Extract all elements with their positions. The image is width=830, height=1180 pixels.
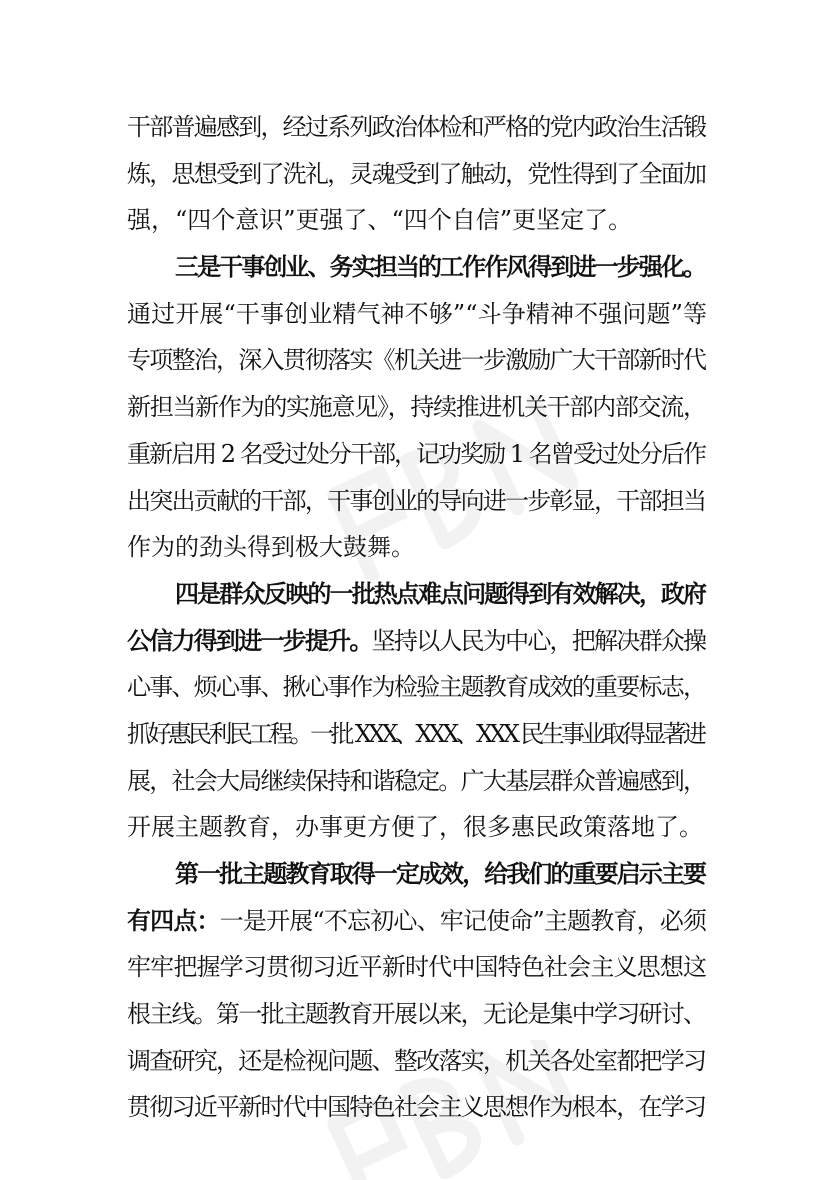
text-run: 专项整治，深入贯彻落实《机关进一步激励广大干部新时代 xyxy=(127,346,706,375)
text-line xyxy=(127,197,707,244)
text-line-content xyxy=(127,524,415,571)
text-line-content xyxy=(127,1084,705,1131)
text-run: 出突出贡献的干部，干事创业的导向进一步彰显，干部担当 xyxy=(127,486,706,515)
text-line-content xyxy=(127,944,706,991)
text-line-content xyxy=(127,384,706,431)
text-line-content xyxy=(127,431,705,478)
text-line xyxy=(127,571,707,618)
text-run: 贯彻习近平新时代中国特色社会主义思想作为根本，在学习 xyxy=(127,1093,706,1122)
bold-text-run: 公信力得到进一步提升。 xyxy=(127,625,372,655)
text-line-content xyxy=(127,1038,705,1085)
text-run: 抓好惠民利民工程。一批 XXX、XXX、XXX 民生事业取得显著进 xyxy=(127,719,704,748)
bold-text-run: 有四点： xyxy=(127,905,220,935)
text-line-content xyxy=(127,291,707,338)
text-line xyxy=(127,291,707,338)
bold-text-run: 四是群众反映的一批热点难点问题得到有效解决，政府 xyxy=(175,578,706,608)
text-line-content xyxy=(127,618,705,665)
text-line-content xyxy=(127,711,703,758)
text-run: 牢牢把握学习贯彻习近平新时代中国特色社会主义思想这 xyxy=(127,953,707,982)
document-body xyxy=(127,104,707,1131)
text-run: 通过开展“干事创业精气神不够”“斗争精神不强问题”等 xyxy=(127,299,708,328)
text-line-content xyxy=(127,991,705,1038)
text-line-content xyxy=(127,664,705,711)
text-line xyxy=(127,337,707,384)
text-line xyxy=(127,758,707,805)
text-line xyxy=(127,804,707,851)
text-run: 展，社会大局继续保持和谐稳定。广大基层群众普遍感到， xyxy=(127,766,706,795)
text-line-content xyxy=(127,758,705,805)
bold-text-run: 三是干事创业、务实担当的工作作风得到进一步强化。 xyxy=(175,252,706,282)
text-run: 调查研究，还是检视问题、整改落实，机关各处室都把学习 xyxy=(127,1046,706,1075)
text-line xyxy=(127,664,707,711)
text-line-content xyxy=(175,244,705,291)
text-line xyxy=(127,851,707,898)
text-line xyxy=(127,1038,707,1085)
text-line xyxy=(127,944,707,991)
text-run: 心事、烦心事、揪心事作为检验主题教育成效的重要标志， xyxy=(127,673,706,702)
text-line xyxy=(127,991,707,1038)
text-line-content xyxy=(175,851,705,898)
text-line xyxy=(127,1084,707,1131)
text-run: 干部普遍感到，经过系列政治体检和严格的党内政治生活锻 xyxy=(127,113,706,141)
text-run: 坚持以人民为中心，把解决群众操 xyxy=(371,626,706,655)
text-line-content xyxy=(127,151,705,198)
text-line-content xyxy=(127,337,705,384)
text-line xyxy=(127,618,707,665)
text-line xyxy=(127,524,707,571)
text-line-content xyxy=(127,104,705,151)
text-line xyxy=(127,478,707,525)
text-line xyxy=(127,151,707,198)
text-line-content xyxy=(127,197,632,244)
text-line-content xyxy=(127,804,703,851)
bold-text-run: 第一批主题教育取得一定成效，给我们的重要启示主要 xyxy=(175,859,706,888)
text-run: 炼，思想受到了洗礼，灵魂受到了触动，党性得到了全面加 xyxy=(127,159,706,188)
text-line xyxy=(127,104,707,151)
text-run: 作为的劲头得到极大鼓舞。 xyxy=(127,533,415,562)
text-line xyxy=(127,384,707,431)
text-line xyxy=(127,244,707,291)
text-run: 根主线。第一批主题教育开展以来，无论是集中学习研讨、 xyxy=(127,1000,706,1029)
text-run: 重新启用 2 名受过处分干部，记功奖励 1 名曾受过处分后作 xyxy=(127,439,706,468)
text-run: 一是开展“不忘初心、牢记使命”主题教育，必须 xyxy=(219,906,707,935)
text-run: 开展主题教育，办事更方便了，很多惠民政策落地了。 xyxy=(127,813,703,842)
text-line-content xyxy=(127,478,705,525)
text-line-content xyxy=(175,571,705,618)
text-line xyxy=(127,711,707,758)
text-run: 强，“四个意识”更强了、“四个自信”更坚定了。 xyxy=(127,206,633,235)
text-line-content xyxy=(127,898,706,945)
text-run: 新担当新作为的实施意见》，持续推进机关干部内部交流， xyxy=(127,393,706,422)
text-line xyxy=(127,898,707,945)
text-line xyxy=(127,431,707,478)
